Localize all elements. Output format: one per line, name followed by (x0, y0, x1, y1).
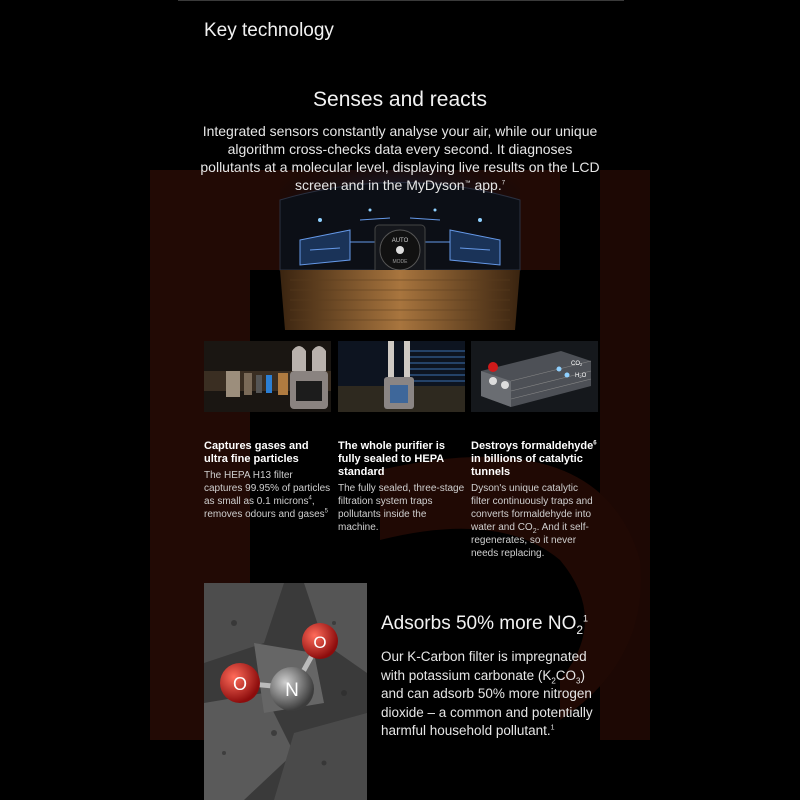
lcd-mode-sub: MODE (392, 259, 408, 265)
feature-catalytic-title: Destroys formaldehyde$^6$ in billions of catalytic tunnels (471, 440, 597, 478)
section-title: Key technology (204, 20, 334, 41)
top-divider (178, 0, 624, 1)
adsorb-description: Our K-Carbon filter is impregnated with potassium carbonate $(K_2CO_3)$ and can adsorb 50% more nitrogen dioxide – a common and potentially harmful household pollutant.$^1$ (381, 649, 593, 738)
atom-center-label: N (285, 680, 299, 701)
h2o-label-b: O (581, 373, 587, 379)
sealed-purifier-image (338, 341, 465, 412)
purifier-sensor-illustration (240, 170, 560, 330)
feature-hepa-text: The HEPA H13 filter captures 99.95% of particles as small as 0.1 microns$^4$, removes odours and gases$^5$ (204, 470, 331, 520)
lcd-mode-label: AUTO (391, 238, 409, 244)
feature-sealed-title: The whole purifier is fully sealed to HEPA standard (338, 440, 445, 478)
h2o-sub: 2 (579, 374, 582, 379)
hero-description: Integrated sensors constantly analyse your air, while our unique algorithm cross-checks data every second. It diagnoses pollutants at a molecular level, displaying live results on the LCD screen and in the MyDyson™ app.$^7$ (200, 123, 600, 193)
hepa-filter-image (204, 341, 331, 412)
feature-catalytic-text: Dyson's unique catalytic filter continuously traps and converts formaldehyde into water and $CO_2$. And it self-regenerates, so it never needs replacing. (471, 483, 593, 559)
feature-hepa-title: Captures gases and ultra fine particles (204, 440, 309, 465)
co2-sub: 2 (580, 362, 583, 367)
feature-sealed (338, 440, 466, 534)
co2-label: CO (571, 361, 580, 367)
fan-icon (396, 246, 404, 254)
svg-text:CO2 (571, 361, 583, 367)
atom-left-label: O (232, 674, 248, 694)
feature-sealed-text: The fully sealed, three-stage filtration system traps pollutants inside the machine. (338, 483, 465, 533)
hero-title: Senses and reacts (313, 88, 487, 111)
feature-hepa (204, 440, 332, 521)
svg-text:H2O (575, 373, 587, 379)
atom-top-label: O (313, 633, 327, 652)
catalytic-filter-image (471, 341, 598, 412)
feature-image-row (204, 341, 598, 412)
adsorb-title: Adsorbs 50% more $NO_2^1$ (381, 613, 589, 637)
h2o-label-a: H (575, 373, 580, 379)
no2-molecule-image (204, 583, 367, 800)
feature-catalytic (471, 440, 599, 560)
